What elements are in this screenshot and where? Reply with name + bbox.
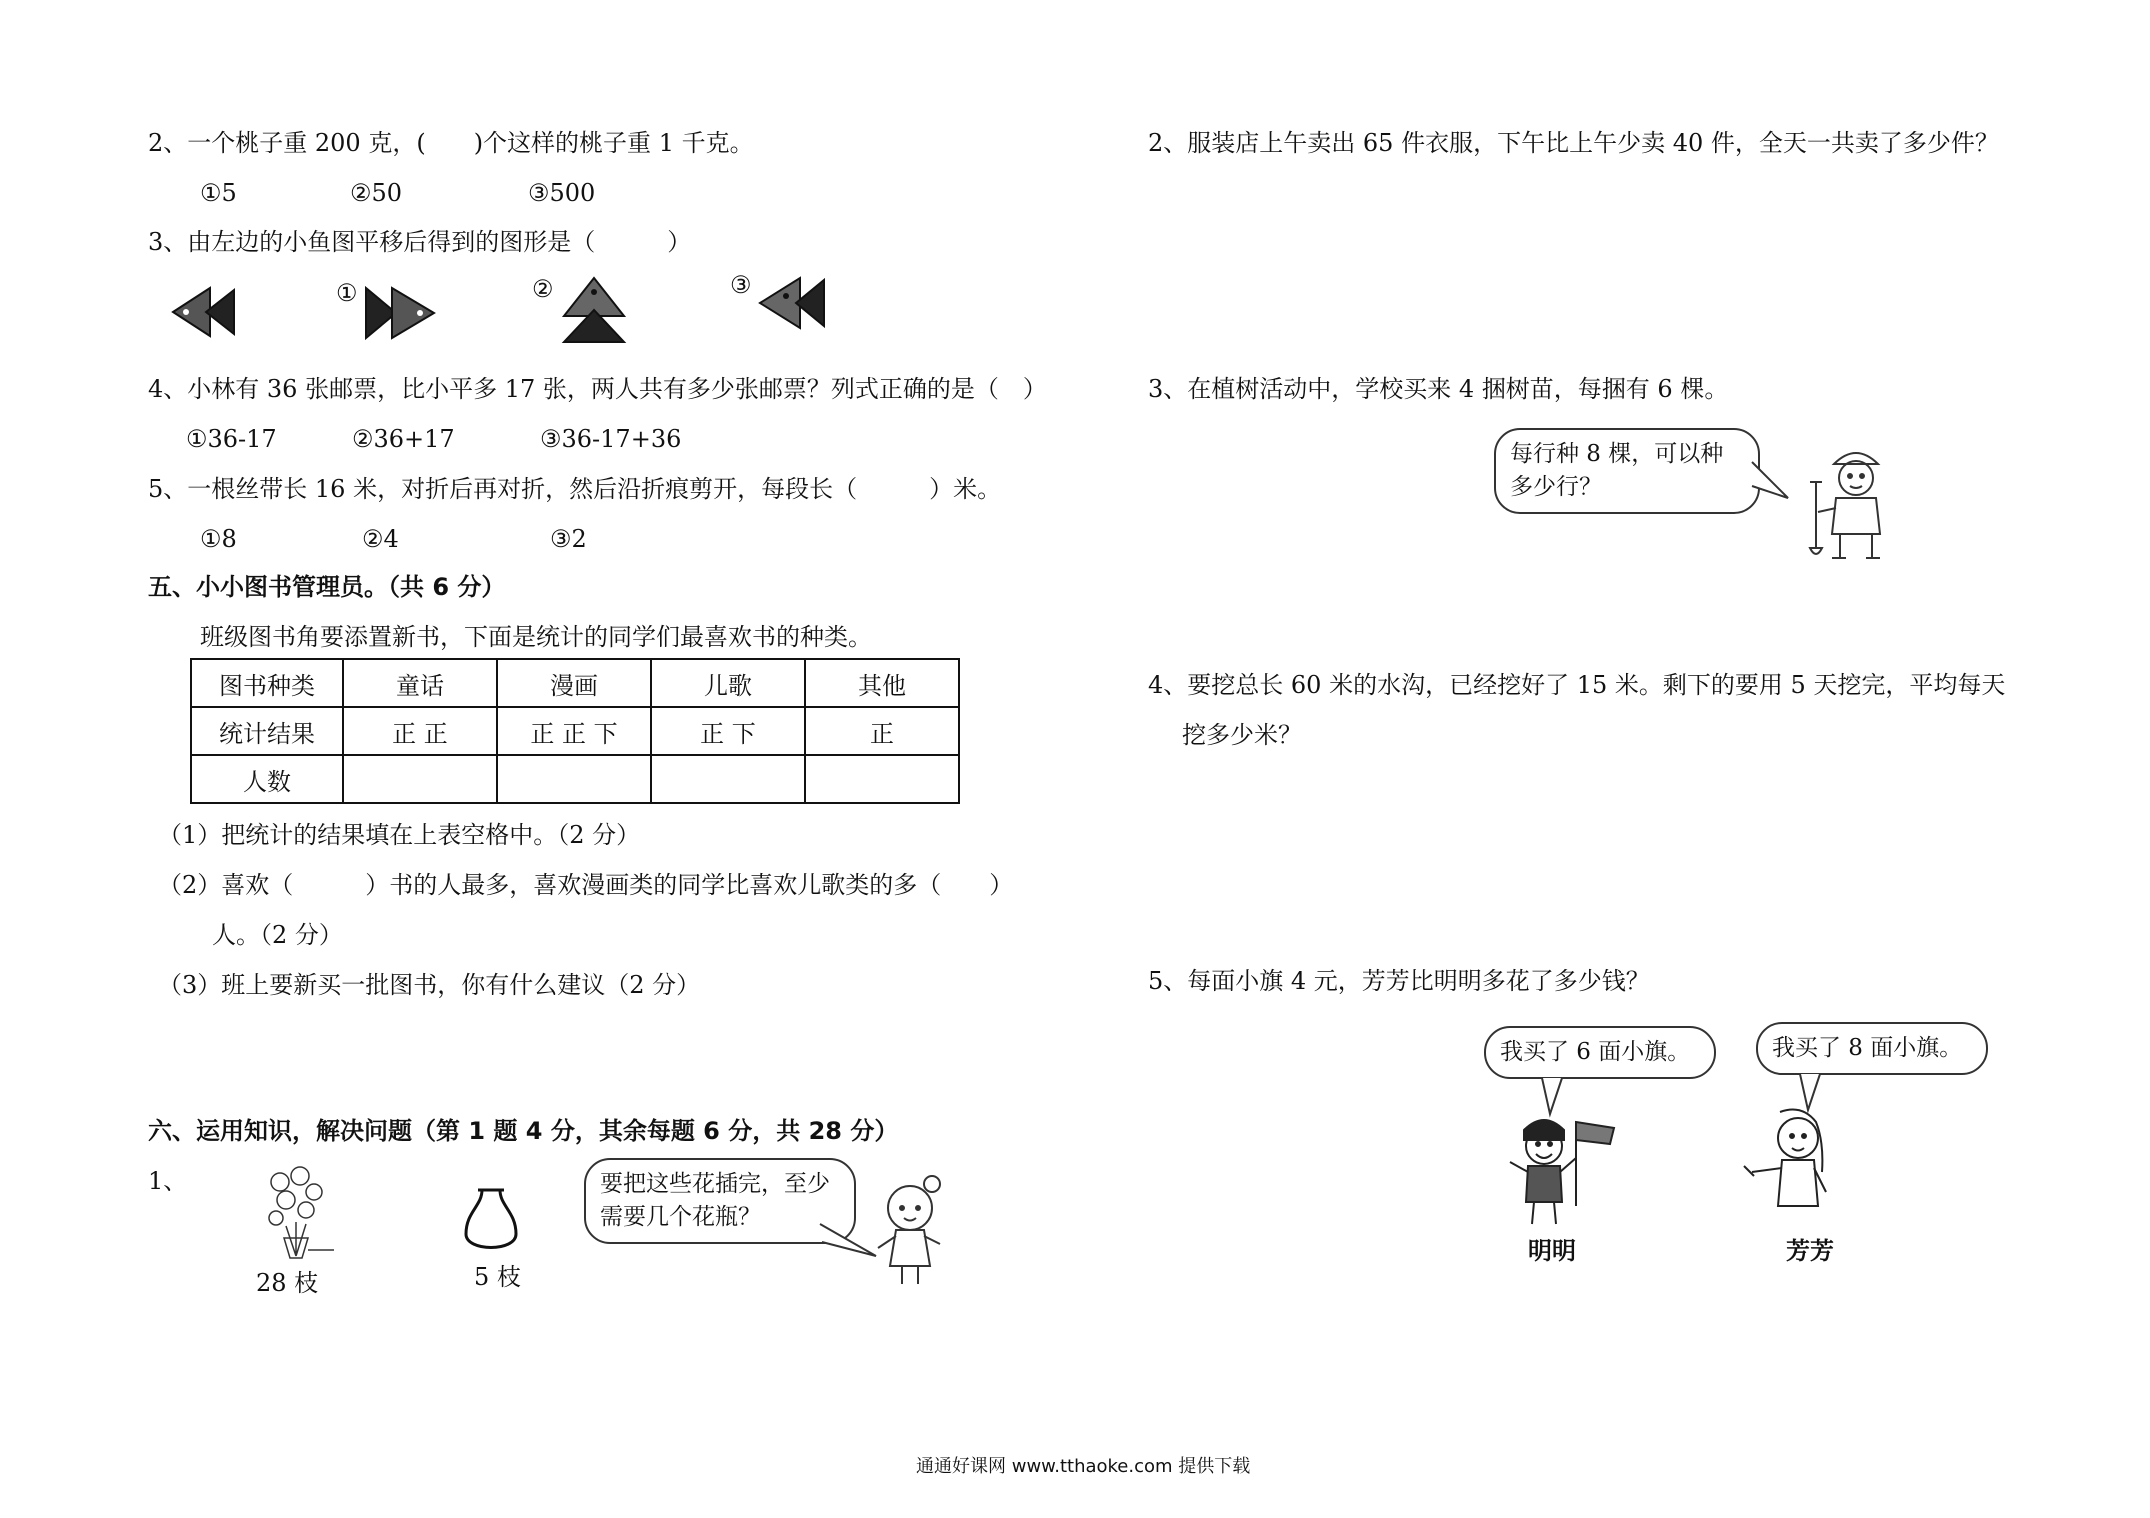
- flower-question-bubble: 要把这些花插完，至少需要几个花瓶？: [584, 1158, 856, 1244]
- q5-option-3: ③2: [550, 525, 587, 553]
- fish-original-icon: [168, 282, 238, 342]
- section6-q1-label: 1、: [148, 1167, 188, 1195]
- q2-text: 2、一个桃子重 200 克，( )个这样的桃子重 1 千克。: [148, 129, 754, 157]
- table-header-cell: 其他: [805, 659, 959, 707]
- section5-intro: 班级图书角要添置新书，下面是统计的同学们最喜欢书的种类。: [200, 623, 872, 651]
- vase-icon: [436, 1184, 546, 1262]
- q4-option-3: ③36-17+36: [540, 425, 682, 453]
- count-input-cell[interactable]: [497, 755, 651, 803]
- right-q4-line1: 4、要挖总长 60 米的水沟，已经挖好了 15 米。剩下的要用 5 天挖完，平均每天: [1148, 671, 2006, 699]
- q3-label-3: ③: [730, 271, 752, 299]
- q4-option-2: ②36+17: [352, 425, 455, 453]
- section5-sub3: （3）班上要新买一批图书，你有什么建议（2 分）: [158, 971, 701, 999]
- q5-option-2: ②4: [362, 525, 399, 553]
- table-row: [191, 755, 959, 803]
- count-input-cell[interactable]: [651, 755, 805, 803]
- mingming-name: 明明: [1528, 1237, 1576, 1265]
- bubble-tail: [1752, 462, 1792, 502]
- fish-option-3-icon: [756, 272, 828, 334]
- right-q2-text: 2、服装店上午卖出 65 件衣服，下午比上午少卖 40 件，全天一共卖了多少件？: [1148, 129, 1999, 157]
- section5-sub2-line2: 人。（2 分）: [212, 921, 343, 949]
- right-q4-line2: 挖多少米？: [1182, 721, 1302, 749]
- table-header-cell: 童话: [343, 659, 497, 707]
- table-header-cell: 漫画: [497, 659, 651, 707]
- section5-sub2-line1: （2）喜欢（ ）书的人最多，喜欢漫画类的同学比喜欢儿歌类的多（ ）: [158, 871, 1014, 899]
- fish-option-2-icon: [558, 274, 630, 344]
- section5-title: 五、小小图书管理员。（共 6 分）: [148, 573, 506, 601]
- book-stats-table: [190, 658, 960, 804]
- tally-label-cell: 统计结果: [191, 707, 343, 755]
- table-header-cell: 图书种类: [191, 659, 343, 707]
- girl-icon: [866, 1170, 956, 1290]
- fish-option-1-icon: [362, 282, 437, 344]
- q2-option-3: ③500: [528, 179, 596, 207]
- tally-cell: 正 正 下: [497, 707, 651, 755]
- vase-caption: 5 枝: [474, 1263, 521, 1291]
- q5-option-1: ①8: [200, 525, 237, 553]
- q3-text: 3、由左边的小鱼图平移后得到的图形是（ ）: [148, 228, 692, 256]
- count-label-cell: 人数: [191, 755, 343, 803]
- table-row: [191, 659, 959, 707]
- girl-fangfang-icon: [1730, 1102, 1850, 1232]
- q3-label-2: ②: [532, 275, 554, 303]
- q5-text: 5、一根丝带长 16 米，对折后再对折，然后沿折痕剪开，每段长（ ）米。: [148, 475, 1002, 503]
- q4-option-1: ①36-17: [186, 425, 277, 453]
- mingming-bubble: 我买了 6 面小旗。: [1484, 1026, 1716, 1079]
- table-header-cell: 儿歌: [651, 659, 805, 707]
- footer-text: 通通好课网 www.tthaoke.com 提供下载: [916, 1456, 1251, 1477]
- boy-with-flag-icon: [1494, 1110, 1624, 1230]
- tally-cell: 正 正: [343, 707, 497, 755]
- fangfang-name: 芳芳: [1786, 1237, 1834, 1265]
- right-q5-text: 5、每面小旗 4 元，芳芳比明明多花了多少钱？: [1148, 967, 1650, 995]
- q3-label-1: ①: [336, 279, 358, 307]
- q4-text: 4、小林有 36 张邮票，比小平多 17 张，两人共有多少张邮票？列式正确的是（ ）: [148, 375, 1047, 403]
- table-row: [191, 707, 959, 755]
- worker-icon: [1800, 442, 1910, 564]
- tree-question-bubble: 每行种 8 棵，可以种多少行？: [1494, 428, 1760, 514]
- q2-option-1: ①5: [200, 179, 237, 207]
- count-input-cell[interactable]: [343, 755, 497, 803]
- flowers-caption: 28 枝: [256, 1269, 319, 1297]
- right-q3-text: 3、在植树活动中，学校买来 4 捆树苗，每捆有 6 棵。: [1148, 375, 1729, 403]
- count-input-cell[interactable]: [805, 755, 959, 803]
- tally-cell: 正 下: [651, 707, 805, 755]
- section6-title: 六、运用知识，解决问题（第 1 题 4 分，其余每题 6 分，共 28 分）: [148, 1117, 899, 1145]
- tally-cell: 正: [805, 707, 959, 755]
- flowers-icon: [256, 1166, 336, 1266]
- fangfang-bubble: 我买了 8 面小旗。: [1756, 1022, 1988, 1075]
- section5-sub1: （1）把统计的结果填在上表空格中。（2 分）: [158, 821, 641, 849]
- q2-option-2: ②50: [350, 179, 403, 207]
